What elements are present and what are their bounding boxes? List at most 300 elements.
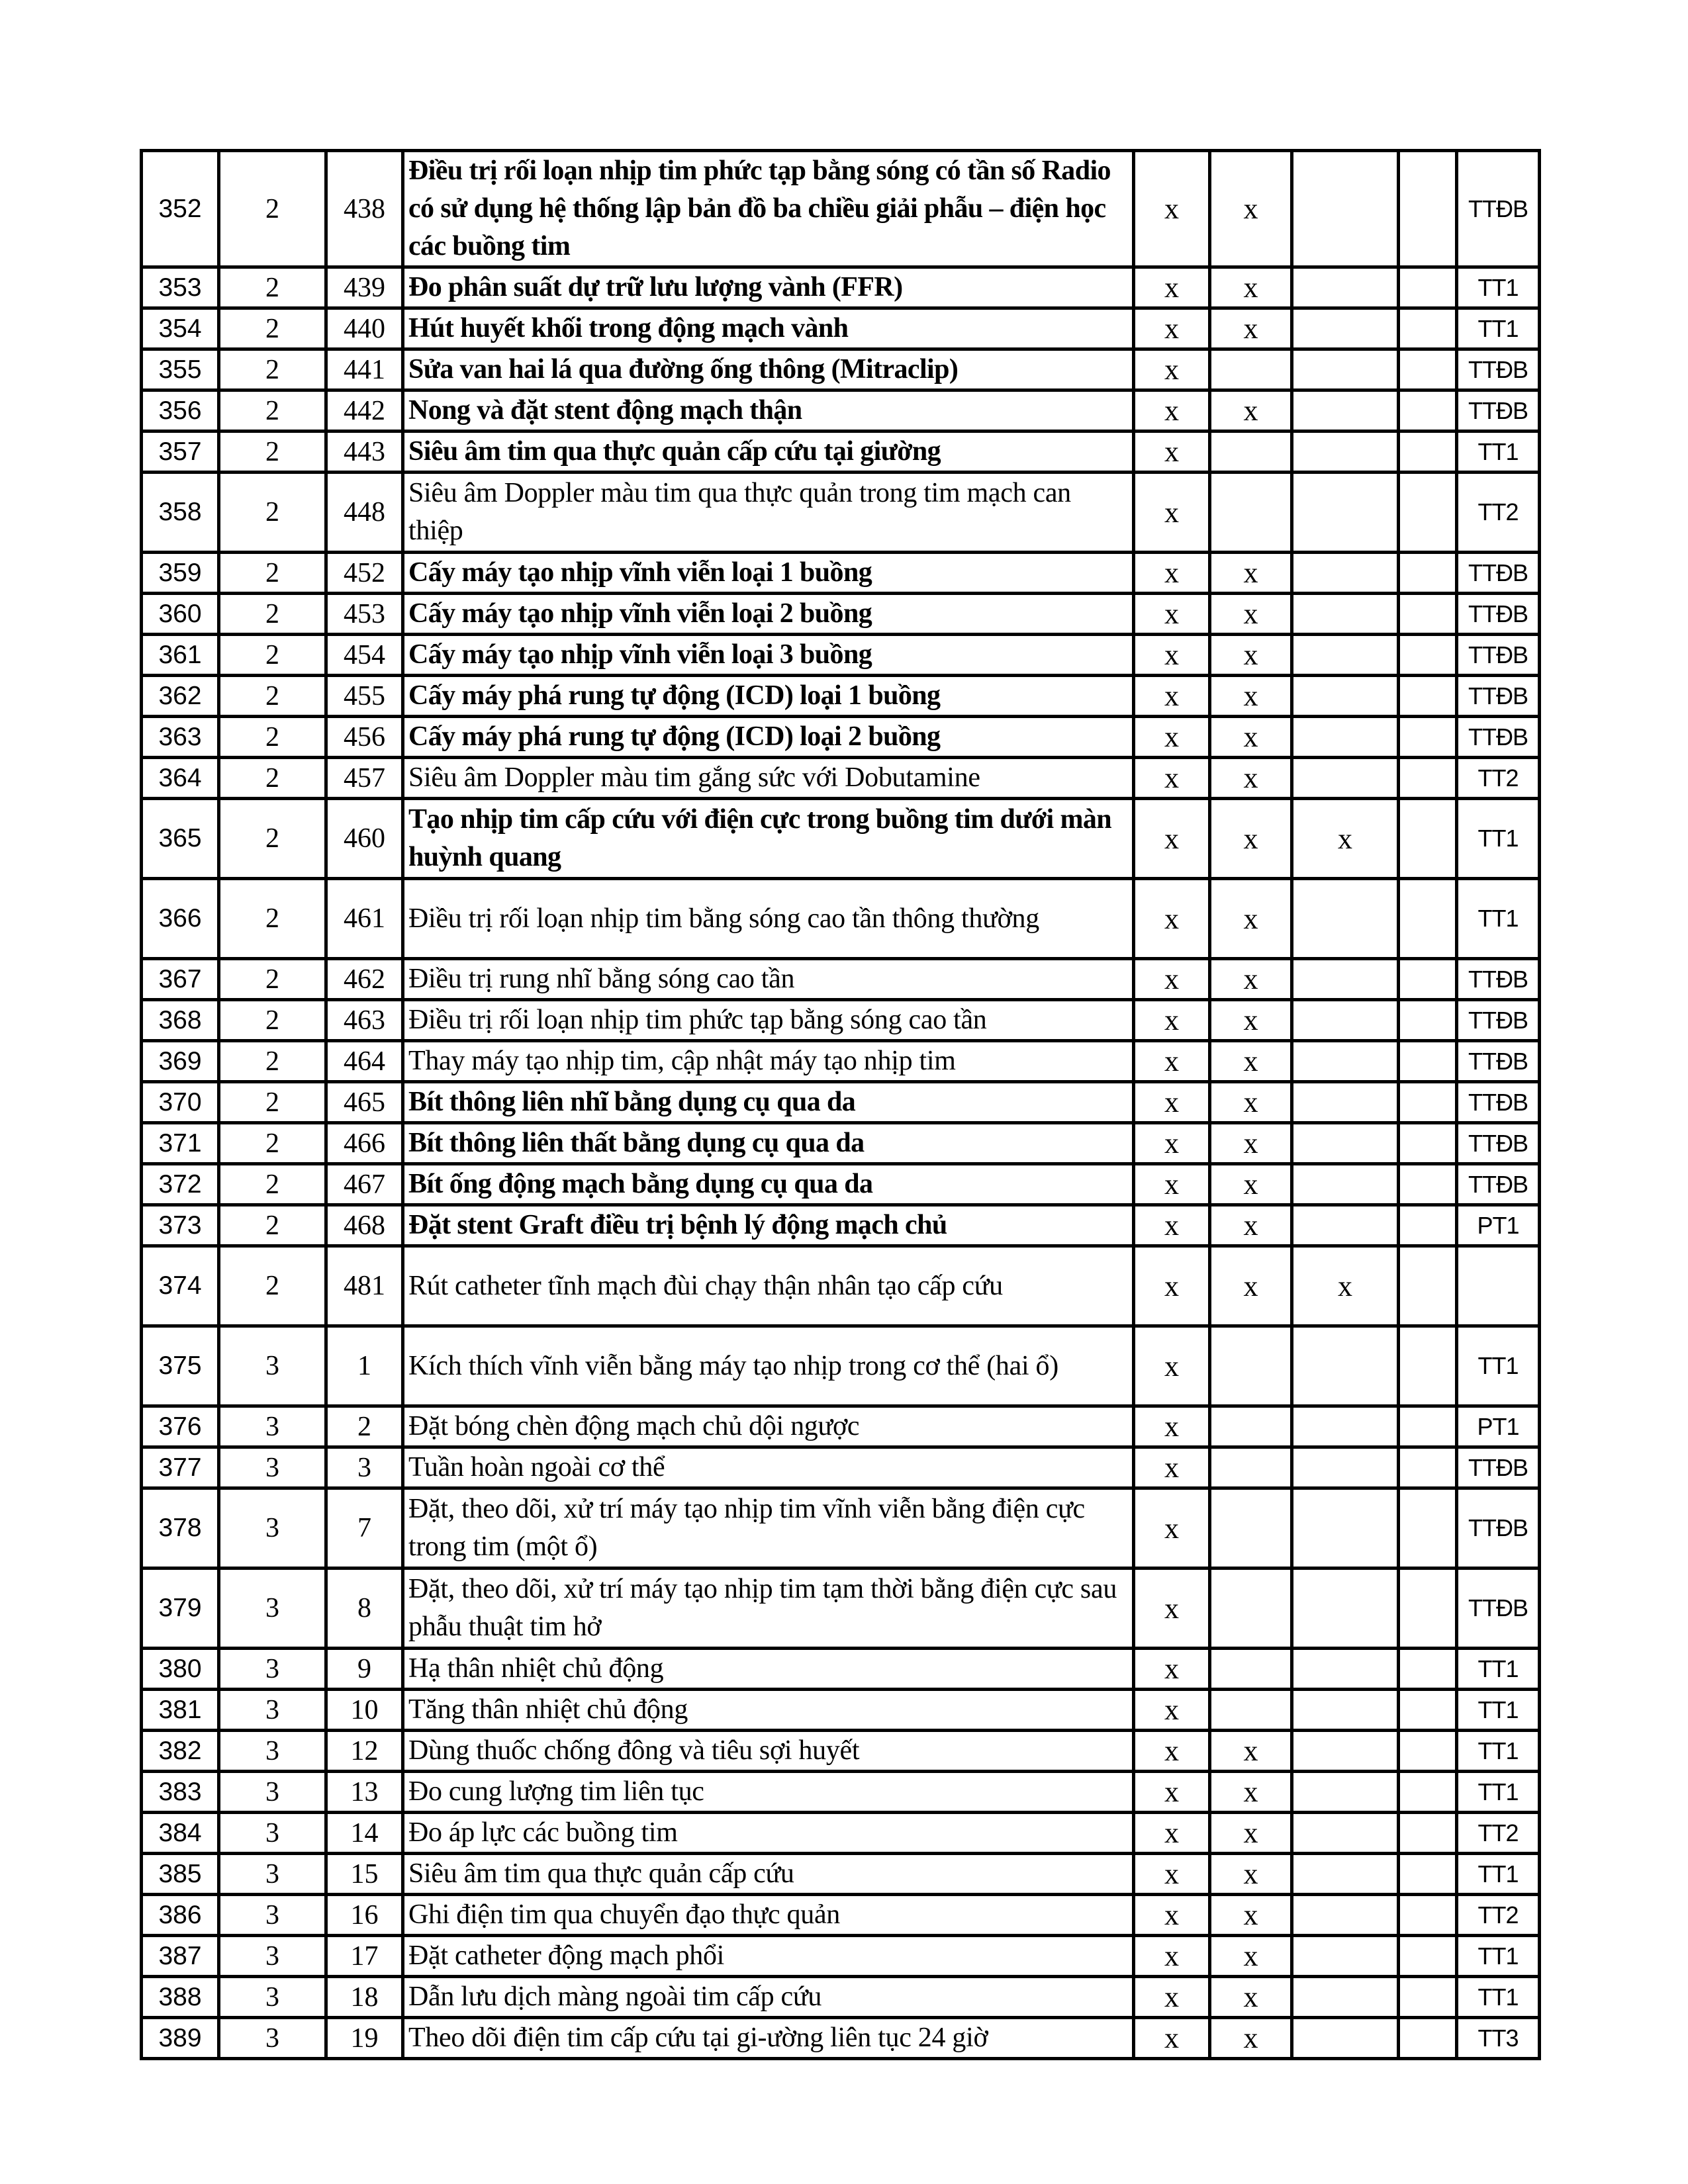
table-row [142, 1447, 1540, 1488]
row-index-cell: 363 [142, 717, 219, 758]
table-row [142, 1246, 1540, 1326]
level-mark-cell-2 [1210, 1447, 1292, 1488]
row-index-cell: 358 [142, 473, 219, 553]
item-number-cell: 12 [326, 1731, 403, 1772]
procedure-class-cell: TTĐB [1457, 1123, 1540, 1164]
procedure-name-cell: Siêu âm tim qua thực quản cấp cứu tại giường [403, 432, 1134, 473]
row-index-cell: 388 [142, 1977, 219, 2018]
level-mark-cell-2: x [1210, 594, 1292, 635]
procedure-class-cell: TT1 [1457, 432, 1540, 473]
procedure-class-cell: TTĐB [1457, 1041, 1540, 1082]
level-mark-cell-1: x [1134, 1936, 1210, 1977]
table-row [142, 1041, 1540, 1082]
table-row [142, 1731, 1540, 1772]
item-number-cell: 8 [326, 1569, 403, 1649]
chapter-cell: 2 [219, 799, 326, 879]
row-index-cell: 375 [142, 1326, 219, 1406]
procedure-class-cell: TTĐB [1457, 553, 1540, 594]
row-index-cell: 371 [142, 1123, 219, 1164]
procedure-name-cell: Cấy máy tạo nhịp vĩnh viễn loại 2 buồng [403, 594, 1134, 635]
item-number-cell: 443 [326, 432, 403, 473]
table-row [142, 1772, 1540, 1813]
level-mark-cell-2: x [1210, 635, 1292, 676]
level-mark-cell-3 [1292, 1649, 1399, 1690]
level-mark-cell-3 [1292, 676, 1399, 717]
row-index-cell: 354 [142, 308, 219, 349]
table-row [142, 1326, 1540, 1406]
item-number-cell: 467 [326, 1164, 403, 1205]
level-mark-cell-3 [1292, 308, 1399, 349]
level-mark-cell-4 [1399, 1731, 1457, 1772]
level-mark-cell-3 [1292, 1406, 1399, 1447]
procedure-class-cell: TT1 [1457, 1649, 1540, 1690]
level-mark-cell-4 [1399, 473, 1457, 553]
procedure-name-cell: Đặt bóng chèn động mạch chủ dội ngược [403, 1406, 1134, 1447]
chapter-cell: 2 [219, 1000, 326, 1041]
row-index-cell: 377 [142, 1447, 219, 1488]
level-mark-cell-3 [1292, 959, 1399, 1000]
table-row [142, 1895, 1540, 1936]
procedure-name-cell: Ghi điện tim qua chuyển đạo thực quản [403, 1895, 1134, 1936]
level-mark-cell-2: x [1210, 267, 1292, 308]
level-mark-cell-2: x [1210, 1000, 1292, 1041]
level-mark-cell-4 [1399, 390, 1457, 432]
procedure-name-cell: Hút huyết khối trong động mạch vành [403, 308, 1134, 349]
item-number-cell: 457 [326, 758, 403, 799]
level-mark-cell-4 [1399, 553, 1457, 594]
chapter-cell: 2 [219, 390, 326, 432]
item-number-cell: 465 [326, 1082, 403, 1123]
item-number-cell: 466 [326, 1123, 403, 1164]
level-mark-cell-2: x [1210, 959, 1292, 1000]
level-mark-cell-1: x [1134, 1123, 1210, 1164]
chapter-cell: 3 [219, 1488, 326, 1569]
table-row [142, 676, 1540, 717]
chapter-cell: 2 [219, 1205, 326, 1246]
row-index-cell: 366 [142, 879, 219, 959]
chapter-cell: 2 [219, 349, 326, 390]
chapter-cell: 3 [219, 1447, 326, 1488]
row-index-cell: 367 [142, 959, 219, 1000]
level-mark-cell-2 [1210, 1649, 1292, 1690]
procedure-name-cell: Theo dõi điện tim cấp cứu tại gi-ường liên tục 24 giờ [403, 2018, 1134, 2059]
item-number-cell: 455 [326, 676, 403, 717]
level-mark-cell-4 [1399, 1205, 1457, 1246]
item-number-cell: 481 [326, 1246, 403, 1326]
procedure-name-cell: Thay máy tạo nhịp tim, cập nhật máy tạo nhịp tim [403, 1041, 1134, 1082]
item-number-cell: 460 [326, 799, 403, 879]
procedure-name-cell: Điều trị rối loạn nhịp tim bằng sóng cao tần thông thường [403, 879, 1134, 959]
level-mark-cell-3 [1292, 349, 1399, 390]
table-row [142, 432, 1540, 473]
procedure-class-cell: TTĐB [1457, 594, 1540, 635]
procedure-class-cell: TTĐB [1457, 390, 1540, 432]
level-mark-cell-4 [1399, 1977, 1457, 2018]
level-mark-cell-3 [1292, 1690, 1399, 1731]
table-row [142, 1406, 1540, 1447]
item-number-cell: 452 [326, 553, 403, 594]
row-index-cell: 381 [142, 1690, 219, 1731]
row-index-cell: 362 [142, 676, 219, 717]
item-number-cell: 442 [326, 390, 403, 432]
procedure-class-cell: TTĐB [1457, 1082, 1540, 1123]
chapter-cell: 3 [219, 1326, 326, 1406]
procedure-name-cell: Điều trị rung nhĩ bằng sóng cao tần [403, 959, 1134, 1000]
chapter-cell: 3 [219, 1649, 326, 1690]
level-mark-cell-2: x [1210, 151, 1292, 267]
procedure-table-body [142, 151, 1540, 2059]
procedure-name-cell: Đo phân suất dự trữ lưu lượng vành (FFR) [403, 267, 1134, 308]
procedure-name-cell: Cấy máy tạo nhịp vĩnh viễn loại 3 buồng [403, 635, 1134, 676]
procedure-class-cell: TT1 [1457, 1936, 1540, 1977]
procedure-class-cell: TT1 [1457, 1326, 1540, 1406]
level-mark-cell-3 [1292, 1895, 1399, 1936]
item-number-cell: 438 [326, 151, 403, 267]
row-index-cell: 373 [142, 1205, 219, 1246]
chapter-cell: 2 [219, 676, 326, 717]
procedure-class-cell: TT1 [1457, 308, 1540, 349]
chapter-cell: 2 [219, 1246, 326, 1326]
level-mark-cell-3: x [1292, 799, 1399, 879]
procedure-name-cell: Bít thông liên nhĩ bằng dụng cụ qua da [403, 1082, 1134, 1123]
procedure-name-cell: Đo cung lượng tim liên tục [403, 1772, 1134, 1813]
level-mark-cell-2: x [1210, 1041, 1292, 1082]
chapter-cell: 3 [219, 1854, 326, 1895]
item-number-cell: 1 [326, 1326, 403, 1406]
chapter-cell: 3 [219, 1895, 326, 1936]
level-mark-cell-2: x [1210, 1731, 1292, 1772]
row-index-cell: 372 [142, 1164, 219, 1205]
row-index-cell: 374 [142, 1246, 219, 1326]
level-mark-cell-2: x [1210, 1123, 1292, 1164]
level-mark-cell-3 [1292, 553, 1399, 594]
chapter-cell: 2 [219, 432, 326, 473]
level-mark-cell-2: x [1210, 1895, 1292, 1936]
level-mark-cell-4 [1399, 2018, 1457, 2059]
level-mark-cell-1: x [1134, 758, 1210, 799]
chapter-cell: 2 [219, 594, 326, 635]
table-row [142, 2018, 1540, 2059]
level-mark-cell-1: x [1134, 1690, 1210, 1731]
item-number-cell: 453 [326, 594, 403, 635]
row-index-cell: 356 [142, 390, 219, 432]
row-index-cell: 380 [142, 1649, 219, 1690]
level-mark-cell-4 [1399, 1772, 1457, 1813]
level-mark-cell-1: x [1134, 2018, 1210, 2059]
item-number-cell: 2 [326, 1406, 403, 1447]
row-index-cell: 359 [142, 553, 219, 594]
table-row [142, 473, 1540, 553]
item-number-cell: 462 [326, 959, 403, 1000]
procedure-name-cell: Tuần hoàn ngoài cơ thể [403, 1447, 1134, 1488]
procedure-class-cell: TT1 [1457, 1690, 1540, 1731]
item-number-cell: 441 [326, 349, 403, 390]
row-index-cell: 383 [142, 1772, 219, 1813]
level-mark-cell-2 [1210, 1406, 1292, 1447]
procedure-name-cell: Siêu âm Doppler màu tim qua thực quản trong tim mạch can thiệp [403, 473, 1134, 553]
chapter-cell: 3 [219, 1569, 326, 1649]
chapter-cell: 2 [219, 151, 326, 267]
level-mark-cell-4 [1399, 758, 1457, 799]
procedure-class-cell: TTĐB [1457, 1164, 1540, 1205]
level-mark-cell-3 [1292, 717, 1399, 758]
level-mark-cell-4 [1399, 1123, 1457, 1164]
procedure-class-cell: TT1 [1457, 1731, 1540, 1772]
procedure-name-cell: Nong và đặt stent động mạch thận [403, 390, 1134, 432]
level-mark-cell-1: x [1134, 1205, 1210, 1246]
level-mark-cell-3 [1292, 1569, 1399, 1649]
level-mark-cell-1: x [1134, 1326, 1210, 1406]
row-index-cell: 378 [142, 1488, 219, 1569]
procedure-name-cell: Cấy máy tạo nhịp vĩnh viễn loại 1 buồng [403, 553, 1134, 594]
table-row [142, 1977, 1540, 2018]
level-mark-cell-2: x [1210, 1082, 1292, 1123]
item-number-cell: 7 [326, 1488, 403, 1569]
row-index-cell: 384 [142, 1813, 219, 1854]
level-mark-cell-2: x [1210, 758, 1292, 799]
level-mark-cell-4 [1399, 959, 1457, 1000]
table-row [142, 635, 1540, 676]
procedure-name-cell: Đặt, theo dõi, xử trí máy tạo nhịp tim vĩnh viễn bằng điện cực trong tim (một ổ) [403, 1488, 1134, 1569]
item-number-cell: 19 [326, 2018, 403, 2059]
level-mark-cell-1: x [1134, 1649, 1210, 1690]
table-row [142, 1569, 1540, 1649]
table-row [142, 1649, 1540, 1690]
level-mark-cell-3 [1292, 1488, 1399, 1569]
level-mark-cell-3 [1292, 1936, 1399, 1977]
chapter-cell: 2 [219, 473, 326, 553]
row-index-cell: 365 [142, 799, 219, 879]
level-mark-cell-1: x [1134, 879, 1210, 959]
level-mark-cell-2: x [1210, 799, 1292, 879]
level-mark-cell-2: x [1210, 308, 1292, 349]
table-row [142, 1690, 1540, 1731]
procedure-name-cell: Cấy máy phá rung tự động (ICD) loại 1 buồng [403, 676, 1134, 717]
item-number-cell: 9 [326, 1649, 403, 1690]
level-mark-cell-2: x [1210, 1205, 1292, 1246]
level-mark-cell-3 [1292, 390, 1399, 432]
procedure-name-cell: Dẫn lưu dịch màng ngoài tim cấp cứu [403, 1977, 1134, 2018]
level-mark-cell-2 [1210, 1690, 1292, 1731]
level-mark-cell-3 [1292, 1205, 1399, 1246]
level-mark-cell-3 [1292, 267, 1399, 308]
table-row [142, 758, 1540, 799]
level-mark-cell-1: x [1134, 308, 1210, 349]
chapter-cell: 2 [219, 1123, 326, 1164]
level-mark-cell-4 [1399, 1246, 1457, 1326]
level-mark-cell-4 [1399, 1569, 1457, 1649]
level-mark-cell-1: x [1134, 1246, 1210, 1326]
procedure-class-cell: TT1 [1457, 267, 1540, 308]
chapter-cell: 2 [219, 717, 326, 758]
level-mark-cell-4 [1399, 717, 1457, 758]
level-mark-cell-4 [1399, 1041, 1457, 1082]
level-mark-cell-4 [1399, 594, 1457, 635]
table-row [142, 1164, 1540, 1205]
level-mark-cell-1: x [1134, 151, 1210, 267]
level-mark-cell-1: x [1134, 635, 1210, 676]
level-mark-cell-4 [1399, 1326, 1457, 1406]
row-index-cell: 364 [142, 758, 219, 799]
table-row [142, 267, 1540, 308]
procedure-class-cell: TT2 [1457, 1895, 1540, 1936]
chapter-cell: 2 [219, 553, 326, 594]
row-index-cell: 379 [142, 1569, 219, 1649]
chapter-cell: 3 [219, 1731, 326, 1772]
table-row [142, 1854, 1540, 1895]
level-mark-cell-3 [1292, 1000, 1399, 1041]
procedure-name-cell: Sửa van hai lá qua đường ống thông (Mitraclip) [403, 349, 1134, 390]
table-row [142, 1813, 1540, 1854]
level-mark-cell-3 [1292, 1813, 1399, 1854]
level-mark-cell-2: x [1210, 553, 1292, 594]
procedure-name-cell: Siêu âm Doppler màu tim gắng sức với Dobutamine [403, 758, 1134, 799]
table-row [142, 959, 1540, 1000]
procedure-name-cell: Đặt stent Graft điều trị bệnh lý động mạch chủ [403, 1205, 1134, 1246]
level-mark-cell-2: x [1210, 2018, 1292, 2059]
table-row [142, 1205, 1540, 1246]
level-mark-cell-2: x [1210, 390, 1292, 432]
table-row [142, 1123, 1540, 1164]
procedure-class-cell: TTĐB [1457, 1447, 1540, 1488]
row-index-cell: 387 [142, 1936, 219, 1977]
chapter-cell: 3 [219, 1406, 326, 1447]
level-mark-cell-2 [1210, 473, 1292, 553]
level-mark-cell-1: x [1134, 594, 1210, 635]
item-number-cell: 448 [326, 473, 403, 553]
procedure-name-cell: Bít thông liên thất bằng dụng cụ qua da [403, 1123, 1134, 1164]
level-mark-cell-4 [1399, 267, 1457, 308]
procedure-name-cell: Cấy máy phá rung tự động (ICD) loại 2 buồng [403, 717, 1134, 758]
level-mark-cell-1: x [1134, 1447, 1210, 1488]
row-index-cell: 361 [142, 635, 219, 676]
level-mark-cell-1: x [1134, 390, 1210, 432]
level-mark-cell-4 [1399, 1895, 1457, 1936]
level-mark-cell-3 [1292, 879, 1399, 959]
level-mark-cell-4 [1399, 349, 1457, 390]
row-index-cell: 357 [142, 432, 219, 473]
level-mark-cell-4 [1399, 432, 1457, 473]
level-mark-cell-2 [1210, 1326, 1292, 1406]
level-mark-cell-3: x [1292, 1246, 1399, 1326]
level-mark-cell-1: x [1134, 432, 1210, 473]
level-mark-cell-3 [1292, 1326, 1399, 1406]
level-mark-cell-2 [1210, 349, 1292, 390]
procedure-name-cell: Dùng thuốc chống đông và tiêu sợi huyết [403, 1731, 1134, 1772]
table-row [142, 349, 1540, 390]
level-mark-cell-2 [1210, 1488, 1292, 1569]
level-mark-cell-2: x [1210, 1813, 1292, 1854]
chapter-cell: 3 [219, 1772, 326, 1813]
chapter-cell: 3 [219, 1936, 326, 1977]
table-row [142, 553, 1540, 594]
level-mark-cell-3 [1292, 1447, 1399, 1488]
procedure-class-cell: TT3 [1457, 2018, 1540, 2059]
row-index-cell: 389 [142, 2018, 219, 2059]
level-mark-cell-4 [1399, 151, 1457, 267]
procedure-name-cell: Tạo nhịp tim cấp cứu với điện cực trong buồng tim dưới màn huỳnh quang [403, 799, 1134, 879]
procedure-class-cell: TT1 [1457, 799, 1540, 879]
procedure-name-cell: Kích thích vĩnh viễn bằng máy tạo nhịp trong cơ thể (hai ổ) [403, 1326, 1134, 1406]
level-mark-cell-3 [1292, 1731, 1399, 1772]
chapter-cell: 2 [219, 267, 326, 308]
procedure-name-cell: Hạ thân nhiệt chủ động [403, 1649, 1134, 1690]
procedure-class-cell: TT2 [1457, 1813, 1540, 1854]
level-mark-cell-4 [1399, 1649, 1457, 1690]
chapter-cell: 2 [219, 1082, 326, 1123]
item-number-cell: 454 [326, 635, 403, 676]
table-row [142, 879, 1540, 959]
level-mark-cell-1: x [1134, 553, 1210, 594]
level-mark-cell-4 [1399, 1854, 1457, 1895]
level-mark-cell-2: x [1210, 1164, 1292, 1205]
level-mark-cell-1: x [1134, 473, 1210, 553]
chapter-cell: 2 [219, 1041, 326, 1082]
row-index-cell: 386 [142, 1895, 219, 1936]
procedure-class-cell: TT1 [1457, 879, 1540, 959]
level-mark-cell-4 [1399, 1690, 1457, 1731]
item-number-cell: 16 [326, 1895, 403, 1936]
procedure-name-cell: Điều trị rối loạn nhịp tim phức tạp bằng sóng có tần số Radio có sử dụng hệ thống lập bản đồ ba chiều giải phẫu – điện học các buồng tim [403, 151, 1134, 267]
level-mark-cell-3 [1292, 151, 1399, 267]
chapter-cell: 3 [219, 1813, 326, 1854]
table-row [142, 1936, 1540, 1977]
level-mark-cell-1: x [1134, 1488, 1210, 1569]
level-mark-cell-1: x [1134, 1164, 1210, 1205]
table-row [142, 594, 1540, 635]
procedure-name-cell: Đặt catheter động mạch phổi [403, 1936, 1134, 1977]
procedure-class-cell: TTĐB [1457, 676, 1540, 717]
chapter-cell: 2 [219, 635, 326, 676]
level-mark-cell-4 [1399, 879, 1457, 959]
chapter-cell: 2 [219, 879, 326, 959]
procedure-name-cell: Rút catheter tĩnh mạch đùi chạy thận nhân tạo cấp cứu [403, 1246, 1134, 1326]
row-index-cell: 368 [142, 1000, 219, 1041]
table-row [142, 308, 1540, 349]
level-mark-cell-3 [1292, 473, 1399, 553]
level-mark-cell-1: x [1134, 1000, 1210, 1041]
level-mark-cell-4 [1399, 1082, 1457, 1123]
procedure-class-cell: TT1 [1457, 1977, 1540, 2018]
level-mark-cell-4 [1399, 635, 1457, 676]
level-mark-cell-2: x [1210, 1936, 1292, 1977]
level-mark-cell-1: x [1134, 1569, 1210, 1649]
table-row [142, 151, 1540, 267]
level-mark-cell-1: x [1134, 1082, 1210, 1123]
item-number-cell: 13 [326, 1772, 403, 1813]
level-mark-cell-2 [1210, 432, 1292, 473]
procedure-class-cell: TT1 [1457, 1854, 1540, 1895]
level-mark-cell-3 [1292, 1854, 1399, 1895]
item-number-cell: 3 [326, 1447, 403, 1488]
level-mark-cell-1: x [1134, 1895, 1210, 1936]
row-index-cell: 352 [142, 151, 219, 267]
table-row [142, 799, 1540, 879]
procedure-class-cell: TTĐB [1457, 349, 1540, 390]
item-number-cell: 463 [326, 1000, 403, 1041]
chapter-cell: 2 [219, 959, 326, 1000]
level-mark-cell-2: x [1210, 879, 1292, 959]
level-mark-cell-1: x [1134, 1813, 1210, 1854]
table-row [142, 390, 1540, 432]
level-mark-cell-2: x [1210, 717, 1292, 758]
chapter-cell: 2 [219, 1164, 326, 1205]
level-mark-cell-1: x [1134, 717, 1210, 758]
level-mark-cell-4 [1399, 1813, 1457, 1854]
procedure-name-cell: Tăng thân nhiệt chủ động [403, 1690, 1134, 1731]
procedure-name-cell: Siêu âm tim qua thực quản cấp cứu [403, 1854, 1134, 1895]
level-mark-cell-3 [1292, 758, 1399, 799]
